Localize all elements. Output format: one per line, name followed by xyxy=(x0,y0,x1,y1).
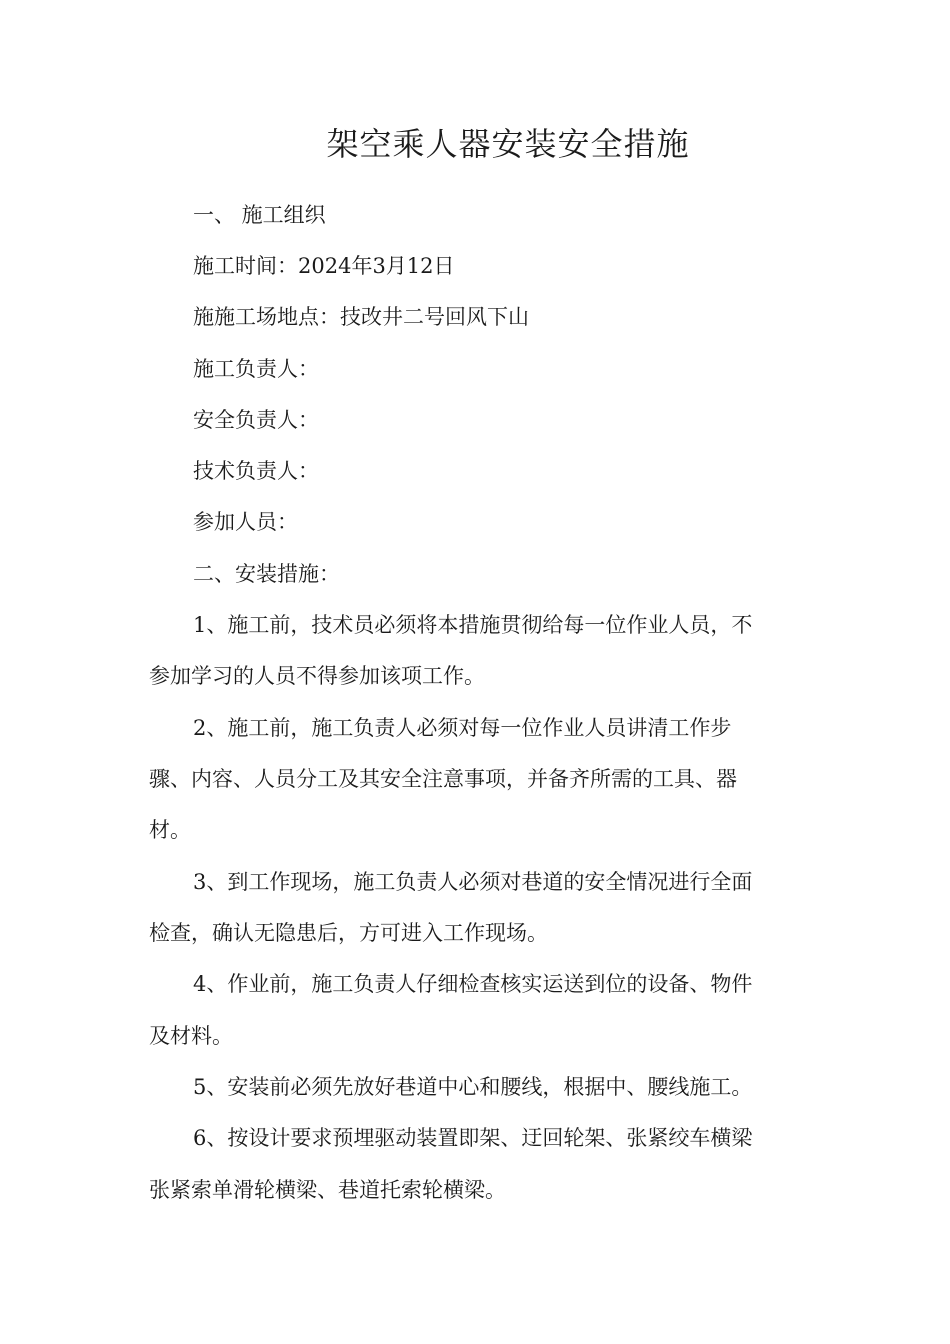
item-3-line-1: 3、到工作现场，施工负责人必须对巷道的安全情况进行全面 xyxy=(193,870,753,894)
construction-manager: 施工负责人： xyxy=(193,357,319,381)
section-heading-installation: 二、安装措施： xyxy=(193,562,340,586)
construction-time: 施工时间：2024年3月12日 xyxy=(193,254,455,278)
item-4-line-1: 4、作业前，施工负责人仔细检查核实运送到位的设备、物件 xyxy=(193,972,753,996)
item-1-line-2: 参加学习的人员不得参加该项工作。 xyxy=(149,664,485,688)
item-4-line-2: 及材料。 xyxy=(149,1024,233,1048)
item-5-line-1: 5、安装前必须先放好巷道中心和腰线，根据中、腰线施工。 xyxy=(193,1075,753,1099)
item-1-line-1: 1、施工前，技术员必须将本措施贯彻给每一位作业人员，不 xyxy=(193,613,753,637)
construction-site: 施施工场地点：技改井二号回风下山 xyxy=(193,305,529,329)
participants: 参加人员： xyxy=(193,510,298,534)
item-6-line-2: 张紧索单滑轮横梁、巷道托索轮横梁。 xyxy=(149,1178,506,1202)
document-title: 架空乘人器安装安全措施 xyxy=(326,125,690,163)
item-2-line-2: 骤、内容、人员分工及其安全注意事项，并备齐所需的工具、器 xyxy=(149,767,737,791)
item-2-line-3: 材。 xyxy=(149,818,191,842)
safety-manager: 安全负责人： xyxy=(193,408,319,432)
item-2-line-1: 2、施工前，施工负责人必须对每一位作业人员讲清工作步 xyxy=(193,716,732,740)
section-heading-organization: 一、 施工组织 xyxy=(193,203,326,227)
item-6-line-1: 6、按设计要求预埋驱动装置即架、迂回轮架、张紧绞车横梁 xyxy=(193,1126,753,1150)
item-3-line-2: 检查，确认无隐患后，方可进入工作现场。 xyxy=(149,921,548,945)
technical-manager: 技术负责人： xyxy=(193,459,319,483)
